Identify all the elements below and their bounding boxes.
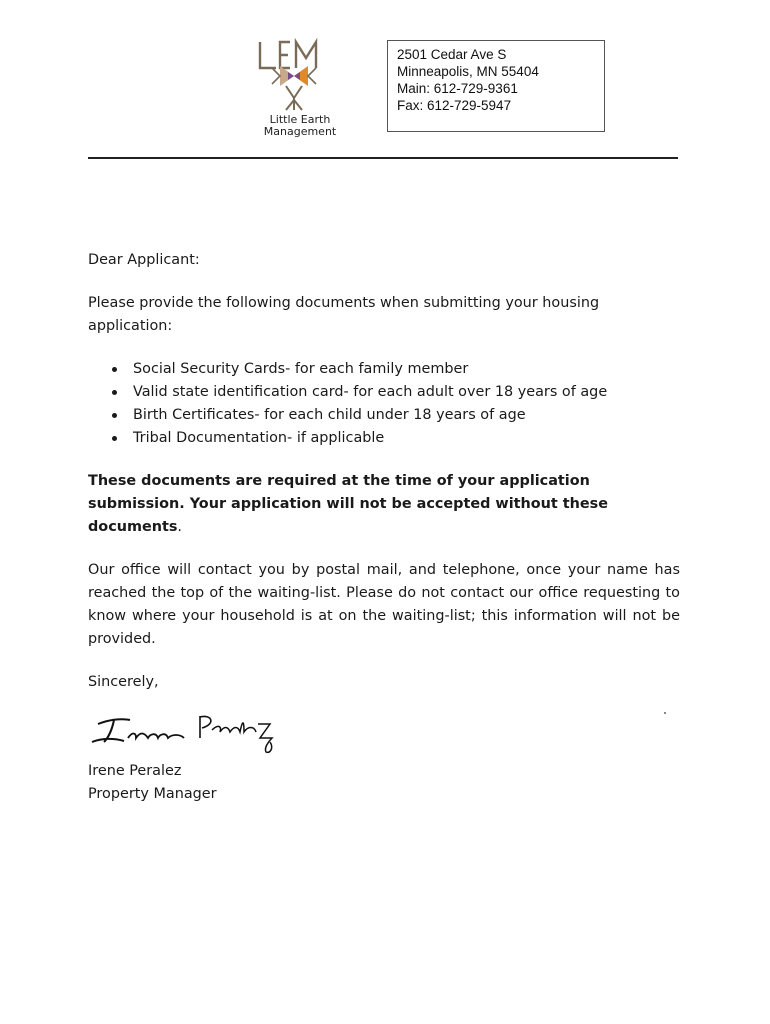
scan-speck xyxy=(664,712,666,714)
list-item: Social Security Cards- for each family member xyxy=(133,358,680,381)
handwritten-signature xyxy=(88,708,288,756)
company-logo xyxy=(244,38,354,148)
required-notice-text: These documents are required at the time of your application submission. Your application will not be accepted without these documents xyxy=(88,473,608,535)
logo-company-name xyxy=(244,114,356,138)
address-fax: Fax: 612-729-5947 xyxy=(397,98,512,113)
signer-name: Irene Peralez xyxy=(88,763,182,779)
logo-name-line-2: Management xyxy=(263,125,337,138)
closing: Sincerely, xyxy=(88,674,159,690)
greeting: Dear Applicant: xyxy=(88,252,200,268)
letter-body xyxy=(88,249,680,806)
address-street: 2501 Cedar Ave S xyxy=(397,47,507,62)
address-city: Minneapolis, MN 55404 xyxy=(397,64,539,79)
contact-notice: Our office will contact you by postal mail, and telephone, once your name has reached the top of the waiting-list. Please do not contact our office requesting to know where your household is at on the waiting-list; this information will not be provided. xyxy=(88,562,680,647)
required-documents-list xyxy=(88,358,680,450)
signature-image xyxy=(88,708,288,756)
required-notice-period: . xyxy=(177,519,182,535)
header-divider xyxy=(88,157,678,159)
list-item: Valid state identification card- for each adult over 18 years of age xyxy=(133,381,680,404)
required-notice xyxy=(88,470,680,539)
lem-logo-mark xyxy=(250,38,340,114)
logo-name-line-1: Little Earth xyxy=(269,113,331,126)
address-box xyxy=(387,40,605,132)
list-item: Birth Certificates- for each child under 18 years of age xyxy=(133,404,680,427)
intro-paragraph: Please provide the following documents when submitting your housing application: xyxy=(88,295,600,334)
signer-title: Property Manager xyxy=(88,786,217,802)
address-main-phone: Main: 612-729-9361 xyxy=(397,81,518,96)
list-item: Tribal Documentation- if applicable xyxy=(133,427,680,450)
